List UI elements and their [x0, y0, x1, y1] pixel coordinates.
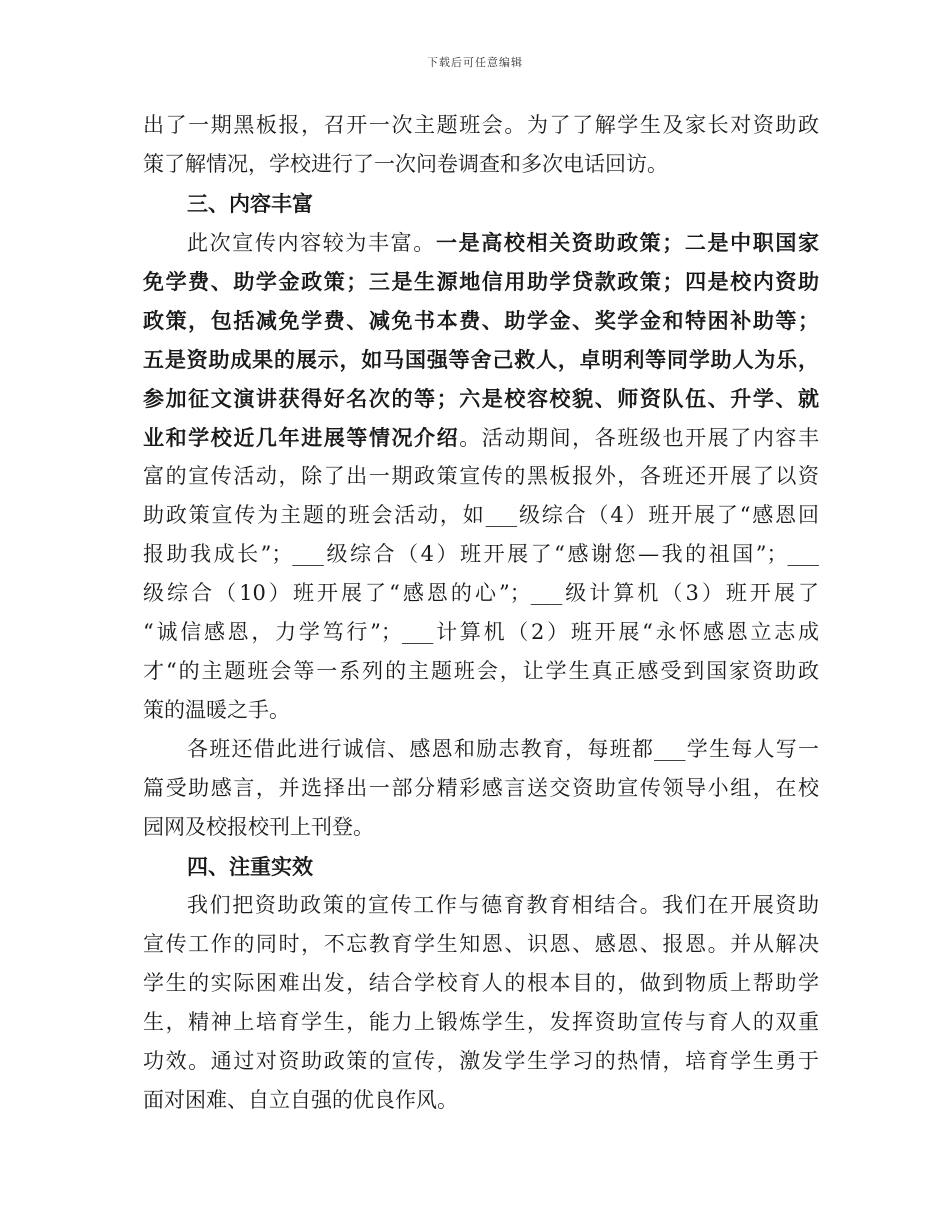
- bold-text-segment: 参加征文演讲获得好名次的等；六是校容校貌、师资队伍、升学、就: [143, 386, 819, 411]
- text-segment: 篇受助感言，并选择出一部分精彩感言送交资助宣传领导小组，在校: [143, 776, 819, 800]
- text-segment: 学生的实际困难出发，结合学校育人的根本目的，做到物质上帮助学: [143, 971, 819, 995]
- text-segment: 我们把资助政策的宣传工作与德育教育相结合。我们在开展资助: [187, 893, 819, 917]
- text-line: [143, 691, 819, 730]
- text-line: [143, 613, 819, 652]
- page-header: 下载后可任意编辑: [427, 56, 523, 69]
- text-segment: 出了一期黑板报，召开一次主题班会。为了了解学生及家长对资助政: [143, 113, 819, 137]
- text-line: [143, 769, 819, 808]
- bold-text-segment: 五是资助成果的展示，如马国强等舍己救人，卓明利等同学助人为乐，: [143, 347, 819, 372]
- bold-text-segment: 三、内容丰富: [187, 191, 313, 216]
- document-body: [143, 106, 819, 1120]
- text-line: [143, 379, 819, 418]
- text-line: [143, 925, 819, 964]
- text-segment: 此次宣传内容较为丰富。: [187, 231, 436, 255]
- bold-text-segment: 政策，包括减免学费、减免书本费、助学金、奖学金和特困补助等；: [143, 308, 819, 333]
- text-segment: 宣传工作的同时，不忘教育学生知恩、识恩、感恩、报恩。并从解决: [143, 932, 819, 956]
- text-line: [143, 262, 819, 301]
- text-line: [143, 223, 819, 262]
- text-line: [143, 730, 819, 769]
- text-segment: 级综合（10）班开展了“感恩的心”；___级计算机（3）班开展了: [143, 581, 819, 605]
- text-line: [143, 106, 819, 145]
- bold-text-segment: 业和学校近几年进展等情况介绍: [143, 425, 460, 450]
- text-segment: 才“的主题班会等一系列的主题班会，让学生真正感受到国家资助政: [143, 659, 819, 683]
- text-line: [143, 652, 819, 691]
- text-line: [143, 418, 819, 457]
- text-line: [143, 301, 819, 340]
- text-segment: 助政策宣传为主题的班会活动，如___级综合（4）班开展了“感恩回: [143, 503, 819, 527]
- text-segment: 功效。通过对资助政策的宣传，激发学生学习的热情，培育学生勇于: [143, 1049, 819, 1073]
- text-line: [143, 574, 819, 613]
- text-line: [143, 808, 819, 847]
- text-segment: 富的宣传活动，除了出一期政策宣传的黑板报外，各班还开展了以资: [143, 464, 819, 488]
- text-segment: 策的温暖之手。: [143, 698, 290, 722]
- text-segment: 园网及校报校刊上刊登。: [143, 815, 374, 839]
- text-line: [143, 964, 819, 1003]
- text-line: [143, 847, 819, 886]
- text-line: [143, 496, 819, 535]
- bold-text-segment: 一是高校相关资助政策；二是中职国家: [435, 230, 820, 255]
- text-segment: 。活动期间，各班级也开展了内容丰: [459, 426, 820, 450]
- text-line: [143, 184, 819, 223]
- text-segment: “诚信感恩，力学笃行”；___计算机（2）班开展“永怀感恩立志成: [143, 620, 819, 644]
- bold-text-segment: 免学费、助学金政策；三是生源地信用助学贷款政策；四是校内资助: [143, 269, 819, 294]
- text-line: [143, 1003, 819, 1042]
- text-line: [143, 457, 819, 496]
- text-line: [143, 535, 819, 574]
- text-line: [143, 1042, 819, 1081]
- text-segment: 生，精神上培育学生，能力上锻炼学生，发挥资助宣传与育人的双重: [143, 1010, 819, 1034]
- text-line: [143, 340, 819, 379]
- text-segment: 报助我成长”；___级综合（4）班开展了“感谢您—我的祖国”；___: [143, 542, 819, 566]
- text-segment: 策了解情况，学校进行了一次问卷调查和多次电话回访。: [143, 152, 668, 176]
- text-segment: 面对困难、自立自强的优良作风。: [143, 1088, 458, 1112]
- text-line: [143, 145, 819, 184]
- bold-text-segment: 四、注重实效: [187, 854, 313, 879]
- text-line: [143, 1081, 819, 1120]
- text-segment: 各班还借此进行诚信、感恩和励志教育，每班都___学生每人写一: [187, 737, 819, 761]
- text-line: [143, 886, 819, 925]
